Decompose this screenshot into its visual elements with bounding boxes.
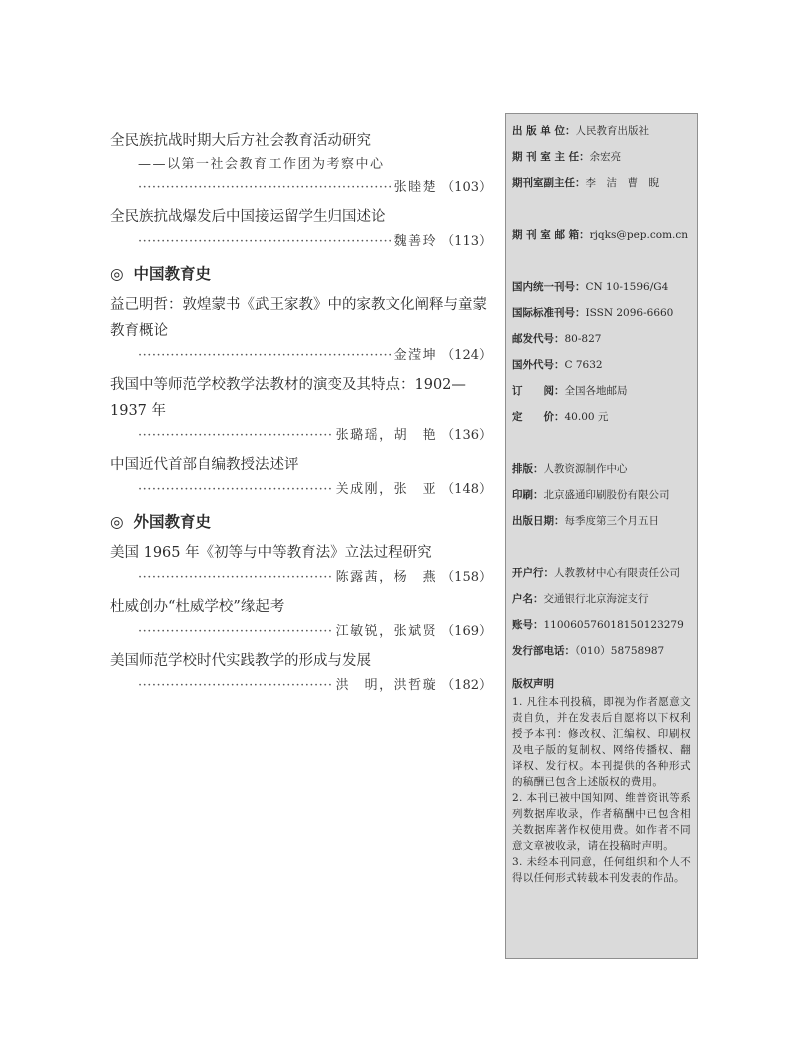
- info-label: 发行部电话：: [512, 645, 575, 657]
- article-author: 关成刚，张 亚: [335, 482, 438, 497]
- info-label: 国外代号：: [512, 359, 565, 371]
- info-value: 全国各地邮局: [564, 385, 628, 397]
- article-byline: [138, 424, 492, 448]
- copyright-title: 版权声明: [512, 678, 554, 690]
- toc-entry[interactable]: [110, 372, 492, 448]
- info-publisher: [512, 118, 691, 144]
- info-value: 交通银行北京海淀支行: [543, 593, 649, 605]
- info-value: 40.00 元: [564, 411, 609, 423]
- info-value[interactable]: rjqks@pep.com.cn: [589, 229, 689, 241]
- info-date: [512, 508, 691, 534]
- info-cn: [512, 274, 691, 300]
- info-label: 期刊室副主任：: [512, 177, 586, 189]
- info-value: 人教资源制作中心: [543, 463, 628, 475]
- article-author: 洪 明，洪哲璇: [335, 678, 438, 693]
- info-email: [512, 222, 691, 248]
- article-byline: [138, 478, 492, 502]
- info-label: 账号：: [512, 619, 544, 631]
- article-title[interactable]: 全民族抗战时期大后方社会教育活动研究: [110, 133, 371, 149]
- info-value: 80-827: [564, 333, 602, 345]
- article-byline: [138, 230, 492, 254]
- info-value: 每季度第三个月五日: [564, 515, 659, 527]
- info-price: [512, 404, 691, 430]
- article-author: 江敏锐，张斌贤: [335, 624, 438, 639]
- section-label: 中国教育史: [133, 265, 212, 283]
- info-bank: [512, 560, 691, 586]
- publication-info-panel: [505, 113, 698, 959]
- article-author: 张睦楚: [393, 180, 438, 195]
- leader-dots: [138, 234, 391, 249]
- toc-entry[interactable]: [110, 292, 492, 368]
- leader-dots: [138, 678, 333, 693]
- info-value: 110060576018150123279: [543, 619, 684, 631]
- info-label: 定 价：: [512, 411, 565, 423]
- table-of-contents: [110, 128, 492, 702]
- article-title[interactable]: 美国师范学校时代实践教学的形成与发展: [110, 653, 371, 669]
- section-marker-icon: ◎: [110, 513, 124, 531]
- info-value: 余宏亮: [589, 151, 622, 163]
- page-number: （148）: [441, 482, 492, 497]
- section-heading-chinese-history: [110, 262, 492, 286]
- copyright-paragraph: 2. 本刊已被中国知网、维普资讯等系列数据库收录，作者稿酬中已包含相关数据库著作权使用费。如作者不同意文章被收录，请在投稿时声明。: [512, 792, 691, 852]
- leader-dots: [138, 180, 391, 195]
- info-value: 李 洁 曹 睨: [585, 177, 659, 189]
- page-number: （113）: [441, 234, 492, 249]
- info-label: 邮发代号：: [512, 333, 565, 345]
- article-title[interactable]: 益己明哲：敦煌蒙书《武王家教》中的家教文化阐释与童蒙教育概论: [110, 297, 487, 339]
- toc-entry[interactable]: [110, 540, 492, 590]
- article-title[interactable]: 美国 1965 年《初等与中等教育法》立法过程研究: [110, 545, 432, 561]
- toc-entry[interactable]: [110, 452, 492, 502]
- info-value: ISSN 2096-6660: [585, 307, 674, 319]
- article-subtitle: ——以第一社会教育工作团为考察中心: [138, 157, 385, 172]
- article-title[interactable]: 全民族抗战爆发后中国接运留学生归国述论: [110, 209, 386, 225]
- info-value: C 7632: [564, 359, 603, 371]
- info-label: 订 阅：: [512, 385, 565, 397]
- leader-dots: [138, 570, 333, 585]
- info-print: [512, 482, 691, 508]
- page-number: （182）: [441, 678, 492, 693]
- info-label: 国内统一刊号：: [512, 281, 586, 293]
- leader-dots: [138, 428, 333, 443]
- info-label: 开户行：: [512, 567, 554, 579]
- info-value: 北京盛通印刷股份有限公司: [543, 489, 670, 501]
- info-label: 户名：: [512, 593, 544, 605]
- article-author: 金滢坤: [393, 348, 438, 363]
- toc-entry[interactable]: [110, 128, 492, 200]
- leader-dots: [138, 482, 333, 497]
- toc-entry[interactable]: [110, 594, 492, 644]
- info-label: 期 刊 室 主 任：: [512, 151, 590, 163]
- page-number: （124）: [441, 348, 492, 363]
- section-marker-icon: ◎: [110, 265, 124, 283]
- leader-dots: [138, 348, 391, 363]
- copyright-paragraph: 3. 未经本刊同意，任何组织和个人不得以任何形式转载本刊发表的作品。: [512, 856, 691, 884]
- info-label: 出版日期：: [512, 515, 565, 527]
- page-number: （103）: [441, 180, 492, 195]
- info-label: 国际标准刊号：: [512, 307, 586, 319]
- info-account-name: [512, 586, 691, 612]
- article-byline: [138, 344, 492, 368]
- info-value: （010）58758987: [575, 645, 665, 657]
- info-value: CN 10-1596/G4: [585, 281, 669, 293]
- info-label: 期 刊 室 邮 箱：: [512, 229, 590, 241]
- leader-dots: [138, 624, 333, 639]
- article-author: 张璐瑶，胡 艳: [335, 428, 438, 443]
- section-heading-foreign-history: [110, 510, 492, 534]
- info-label: 印刷：: [512, 489, 544, 501]
- info-issn: [512, 300, 691, 326]
- info-chief: [512, 144, 691, 170]
- info-foreign: [512, 352, 691, 378]
- page-number: （169）: [441, 624, 492, 639]
- section-label: 外国教育史: [133, 513, 212, 531]
- page-number: （136）: [441, 428, 492, 443]
- info-typeset: [512, 456, 691, 482]
- article-title[interactable]: 中国近代首部自编教授法述评: [110, 457, 299, 473]
- article-byline: [138, 566, 492, 590]
- info-deputy: [512, 170, 691, 196]
- info-label: 排版：: [512, 463, 544, 475]
- toc-entry[interactable]: [110, 648, 492, 698]
- article-byline: [138, 620, 492, 644]
- info-value: 人民教育出版社: [575, 125, 649, 137]
- copyright-paragraph: 1. 凡往本刊投稿，即视为作者愿意文责自负，并在发表后自愿将以下权利授予本刊：修改权、汇编权、印刷权及电子版的复制权、网络传播权、翻译权、发行权。本刊提供的各种形式的稿酬已包含上述版权的费用。: [512, 696, 691, 788]
- article-author: 魏善玲: [393, 234, 438, 249]
- article-title[interactable]: 杜威创办“杜威学校”缘起考: [110, 599, 285, 615]
- article-byline: [138, 674, 492, 698]
- page-number: （158）: [441, 570, 492, 585]
- info-postal: [512, 326, 691, 352]
- toc-entry[interactable]: [110, 204, 492, 254]
- article-title[interactable]: 我国中等师范学校教学法教材的演变及其特点：1902—1937 年: [110, 377, 466, 419]
- info-value: 人教教材中心有限责任公司: [554, 567, 680, 579]
- info-label: 出 版 单 位：: [512, 125, 576, 137]
- article-author: 陈露茜，杨 燕: [335, 570, 438, 585]
- article-byline: [138, 176, 492, 200]
- info-account-no: [512, 612, 691, 638]
- info-subscribe: [512, 378, 691, 404]
- info-phone: [512, 638, 691, 664]
